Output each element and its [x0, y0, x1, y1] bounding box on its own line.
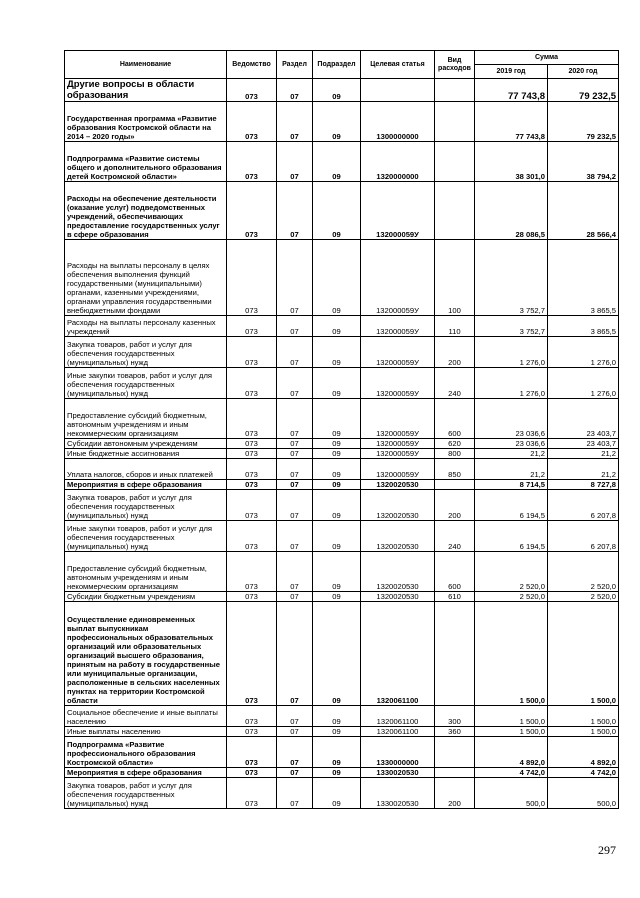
- cell-sec: 07: [277, 368, 313, 399]
- table-row: [65, 459, 619, 480]
- cell-y2: 1 276,0: [548, 368, 619, 399]
- cell-dept: 073: [227, 182, 277, 240]
- cell-dept: 073: [227, 602, 277, 706]
- cell-name: Мероприятия в сфере образования: [65, 480, 227, 490]
- header-exp-type: Вид расходов: [435, 51, 475, 79]
- cell-sub: 09: [313, 337, 361, 368]
- table-row: [65, 552, 619, 592]
- cell-sub: 09: [313, 316, 361, 337]
- table-row: [65, 240, 619, 316]
- cell-dept: 073: [227, 399, 277, 439]
- cell-dept: 073: [227, 727, 277, 737]
- cell-target: 1320000000: [361, 142, 435, 182]
- cell-type: 240: [435, 521, 475, 552]
- cell-dept: 073: [227, 449, 277, 459]
- cell-type: [435, 480, 475, 490]
- cell-y2: 8 727,8: [548, 480, 619, 490]
- table-row: [65, 706, 619, 727]
- cell-dept: 073: [227, 778, 277, 809]
- cell-y1: 6 194,5: [475, 521, 548, 552]
- cell-y2: 4 742,0: [548, 768, 619, 778]
- cell-target: 1320020530: [361, 552, 435, 592]
- cell-name: Субсидии бюджетным учреждениям: [65, 592, 227, 602]
- cell-sec: 07: [277, 399, 313, 439]
- cell-y2: 79 232,5: [548, 102, 619, 142]
- cell-y2: 1 276,0: [548, 337, 619, 368]
- header-section: Раздел: [277, 51, 313, 79]
- cell-sub: 09: [313, 552, 361, 592]
- cell-y1: 2 520,0: [475, 552, 548, 592]
- cell-type: 610: [435, 592, 475, 602]
- cell-dept: 073: [227, 240, 277, 316]
- cell-name: Закупка товаров, работ и услуг для обеспечения государственных (муниципальных) нужд: [65, 490, 227, 521]
- cell-name: Предоставление субсидий бюджетным, автономным учреждениям и иным некоммерческим организациям: [65, 552, 227, 592]
- cell-sub: 09: [313, 459, 361, 480]
- cell-dept: 073: [227, 706, 277, 727]
- cell-y1: 3 752,7: [475, 316, 548, 337]
- cell-type: 600: [435, 552, 475, 592]
- cell-y2: 6 207,8: [548, 490, 619, 521]
- cell-dept: 073: [227, 337, 277, 368]
- table-row: [65, 778, 619, 809]
- cell-type: 360: [435, 727, 475, 737]
- cell-y1: 1 276,0: [475, 368, 548, 399]
- cell-y2: 21,2: [548, 459, 619, 480]
- cell-type: 100: [435, 240, 475, 316]
- cell-target: 132000059У: [361, 240, 435, 316]
- cell-name: Иные бюджетные ассигнования: [65, 449, 227, 459]
- cell-type: 200: [435, 778, 475, 809]
- cell-name: Осуществление единовременных выплат выпускникам профессиональных образовательных организаций или образовательных организаций высшего образования, принятым на работу в государственные или муниципальные организации, расположенные в сельских населенных пунктах на территории Костромской области: [65, 602, 227, 706]
- cell-sec: 07: [277, 459, 313, 480]
- cell-sub: 09: [313, 399, 361, 439]
- cell-name: Подпрограмма «Развитие профессионального образования Костромской области»: [65, 737, 227, 768]
- cell-target: 1320020530: [361, 480, 435, 490]
- cell-name: Другие вопросы в области образования: [65, 79, 227, 102]
- table-row: [65, 102, 619, 142]
- cell-y2: 2 520,0: [548, 552, 619, 592]
- cell-sub: 09: [313, 727, 361, 737]
- table-row: [65, 79, 619, 102]
- table-row: [65, 337, 619, 368]
- cell-sub: 09: [313, 768, 361, 778]
- cell-name: Расходы на обеспечение деятельности (оказание услуг) подведомственных учреждений, обеспечивающих предоставление государственных услуг в сфере образования: [65, 182, 227, 240]
- cell-sec: 07: [277, 102, 313, 142]
- header-year-2020: 2020 год: [548, 65, 619, 79]
- cell-y2: 28 566,4: [548, 182, 619, 240]
- cell-sub: 09: [313, 490, 361, 521]
- cell-y1: 8 714,5: [475, 480, 548, 490]
- cell-dept: 073: [227, 592, 277, 602]
- cell-y1: 21,2: [475, 449, 548, 459]
- cell-y1: 1 500,0: [475, 602, 548, 706]
- cell-target: 132000059У: [361, 399, 435, 439]
- cell-type: [435, 79, 475, 102]
- cell-dept: 073: [227, 459, 277, 480]
- cell-sub: 09: [313, 706, 361, 727]
- cell-y2: 38 794,2: [548, 142, 619, 182]
- cell-sub: 09: [313, 439, 361, 449]
- cell-dept: 073: [227, 79, 277, 102]
- cell-sub: 09: [313, 737, 361, 768]
- cell-y1: 77 743,8: [475, 79, 548, 102]
- cell-name: Государственная программа «Развитие образования Костромской области на 2014 – 2020 годы»: [65, 102, 227, 142]
- cell-target: 132000059У: [361, 316, 435, 337]
- cell-sec: 07: [277, 449, 313, 459]
- cell-target: 132000059У: [361, 337, 435, 368]
- cell-y2: 3 865,5: [548, 240, 619, 316]
- cell-sec: 07: [277, 142, 313, 182]
- cell-name: Закупка товаров, работ и услуг для обеспечения государственных (муниципальных) нужд: [65, 337, 227, 368]
- table-row: [65, 142, 619, 182]
- cell-target: 1320020530: [361, 592, 435, 602]
- cell-type: [435, 768, 475, 778]
- table-row: [65, 490, 619, 521]
- cell-type: [435, 142, 475, 182]
- table-row: [65, 439, 619, 449]
- cell-y2: 23 403,7: [548, 399, 619, 439]
- cell-sec: 07: [277, 480, 313, 490]
- cell-target: 132000059У: [361, 368, 435, 399]
- cell-dept: 073: [227, 521, 277, 552]
- cell-y2: 1 500,0: [548, 727, 619, 737]
- cell-dept: 073: [227, 480, 277, 490]
- cell-target: 132000059У: [361, 182, 435, 240]
- cell-sec: 07: [277, 552, 313, 592]
- cell-sec: 07: [277, 737, 313, 768]
- cell-target: 1330020530: [361, 778, 435, 809]
- cell-target: 1320061100: [361, 602, 435, 706]
- cell-y2: 21,2: [548, 449, 619, 459]
- header-subsection: Подраздел: [313, 51, 361, 79]
- cell-sec: 07: [277, 79, 313, 102]
- cell-y1: 1 500,0: [475, 706, 548, 727]
- cell-name: Иные закупки товаров, работ и услуг для обеспечения государственных (муниципальных) нужд: [65, 368, 227, 399]
- table-body: [65, 79, 619, 809]
- cell-dept: 073: [227, 368, 277, 399]
- cell-y1: 28 086,5: [475, 182, 548, 240]
- cell-name: Социальное обеспечение и иные выплаты населению: [65, 706, 227, 727]
- cell-y2: 2 520,0: [548, 592, 619, 602]
- cell-target: 1300000000: [361, 102, 435, 142]
- cell-sub: 09: [313, 102, 361, 142]
- cell-dept: 073: [227, 737, 277, 768]
- cell-y2: 3 865,5: [548, 316, 619, 337]
- cell-type: [435, 102, 475, 142]
- cell-y2: 79 232,5: [548, 79, 619, 102]
- cell-sub: 09: [313, 368, 361, 399]
- header-name: Наименование: [65, 51, 227, 79]
- cell-y1: 2 520,0: [475, 592, 548, 602]
- cell-y1: 77 743,8: [475, 102, 548, 142]
- cell-sub: 09: [313, 182, 361, 240]
- cell-sub: 09: [313, 602, 361, 706]
- cell-sub: 09: [313, 480, 361, 490]
- cell-target: 1320020530: [361, 521, 435, 552]
- cell-sub: 09: [313, 521, 361, 552]
- cell-y1: 23 036,6: [475, 439, 548, 449]
- cell-type: 200: [435, 490, 475, 521]
- cell-name: Субсидии автономным учреждениям: [65, 439, 227, 449]
- cell-y1: 4 892,0: [475, 737, 548, 768]
- cell-sec: 07: [277, 592, 313, 602]
- cell-target: [361, 79, 435, 102]
- header-target: Целевая статья: [361, 51, 435, 79]
- cell-sec: 07: [277, 727, 313, 737]
- cell-y1: 3 752,7: [475, 240, 548, 316]
- cell-name: Закупка товаров, работ и услуг для обеспечения государственных (муниципальных) нужд: [65, 778, 227, 809]
- cell-sec: 07: [277, 768, 313, 778]
- cell-sec: 07: [277, 439, 313, 449]
- cell-target: 1330000000: [361, 737, 435, 768]
- header-year-2019: 2019 год: [475, 65, 548, 79]
- cell-type: [435, 602, 475, 706]
- cell-target: 1320061100: [361, 727, 435, 737]
- cell-target: 1330020530: [361, 768, 435, 778]
- cell-type: 110: [435, 316, 475, 337]
- cell-name: Расходы на выплаты персоналу казенных учреждений: [65, 316, 227, 337]
- cell-name: Предоставление субсидий бюджетным, автономным учреждениям и иным некоммерческим организациям: [65, 399, 227, 439]
- cell-name: Иные выплаты населению: [65, 727, 227, 737]
- cell-type: 800: [435, 449, 475, 459]
- table-row: [65, 768, 619, 778]
- cell-sec: 07: [277, 706, 313, 727]
- cell-sub: 09: [313, 449, 361, 459]
- cell-type: 620: [435, 439, 475, 449]
- table-row: [65, 480, 619, 490]
- cell-y1: 4 742,0: [475, 768, 548, 778]
- cell-name: Подпрограмма «Развитие системы общего и дополнительного образования детей Костромской области»: [65, 142, 227, 182]
- cell-target: 1320020530: [361, 490, 435, 521]
- cell-name: Расходы на выплаты персоналу в целях обеспечения выполнения функций государственными (муниципальными) органами, казенными учреждениями, органами управления государственными внебюджетными фондами: [65, 240, 227, 316]
- cell-y2: 4 892,0: [548, 737, 619, 768]
- header-sum: Сумма: [475, 51, 619, 65]
- cell-y1: 500,0: [475, 778, 548, 809]
- table-row: [65, 602, 619, 706]
- cell-sec: 07: [277, 778, 313, 809]
- cell-y1: 23 036,6: [475, 399, 548, 439]
- cell-y1: 38 301,0: [475, 142, 548, 182]
- cell-y1: 21,2: [475, 459, 548, 480]
- table-row: [65, 182, 619, 240]
- cell-name: Иные закупки товаров, работ и услуг для обеспечения государственных (муниципальных) нужд: [65, 521, 227, 552]
- cell-y2: 1 500,0: [548, 602, 619, 706]
- cell-type: [435, 737, 475, 768]
- cell-sub: 09: [313, 778, 361, 809]
- cell-name: Мероприятия в сфере образования: [65, 768, 227, 778]
- cell-sub: 09: [313, 142, 361, 182]
- table-row: [65, 316, 619, 337]
- cell-sec: 07: [277, 240, 313, 316]
- table-row: [65, 521, 619, 552]
- cell-type: 300: [435, 706, 475, 727]
- table-row: [65, 399, 619, 439]
- header-dept: Ведомство: [227, 51, 277, 79]
- cell-sec: 07: [277, 316, 313, 337]
- cell-type: [435, 182, 475, 240]
- cell-dept: 073: [227, 552, 277, 592]
- cell-dept: 073: [227, 768, 277, 778]
- cell-sub: 09: [313, 79, 361, 102]
- cell-dept: 073: [227, 142, 277, 182]
- cell-sec: 07: [277, 602, 313, 706]
- cell-type: 240: [435, 368, 475, 399]
- cell-sub: 09: [313, 592, 361, 602]
- table-row: [65, 737, 619, 768]
- cell-target: 132000059У: [361, 449, 435, 459]
- cell-sec: 07: [277, 490, 313, 521]
- table-row: [65, 727, 619, 737]
- cell-dept: 073: [227, 490, 277, 521]
- cell-type: 600: [435, 399, 475, 439]
- cell-dept: 073: [227, 102, 277, 142]
- cell-sec: 07: [277, 182, 313, 240]
- cell-sub: 09: [313, 240, 361, 316]
- cell-type: 850: [435, 459, 475, 480]
- cell-y2: 1 500,0: [548, 706, 619, 727]
- cell-target: 132000059У: [361, 439, 435, 449]
- table-row: [65, 592, 619, 602]
- cell-sec: 07: [277, 337, 313, 368]
- cell-target: 1320061100: [361, 706, 435, 727]
- table-row: [65, 368, 619, 399]
- cell-y2: 23 403,7: [548, 439, 619, 449]
- cell-y1: 6 194,5: [475, 490, 548, 521]
- cell-y2: 6 207,8: [548, 521, 619, 552]
- cell-dept: 073: [227, 316, 277, 337]
- cell-y2: 500,0: [548, 778, 619, 809]
- cell-dept: 073: [227, 439, 277, 449]
- cell-sec: 07: [277, 521, 313, 552]
- cell-name: Уплата налогов, сборов и иных платежей: [65, 459, 227, 480]
- budget-table: [64, 50, 619, 809]
- cell-y1: 1 500,0: [475, 727, 548, 737]
- table-row: [65, 449, 619, 459]
- cell-type: 200: [435, 337, 475, 368]
- cell-y1: 1 276,0: [475, 337, 548, 368]
- cell-target: 132000059У: [361, 459, 435, 480]
- page-number: 297: [598, 843, 616, 857]
